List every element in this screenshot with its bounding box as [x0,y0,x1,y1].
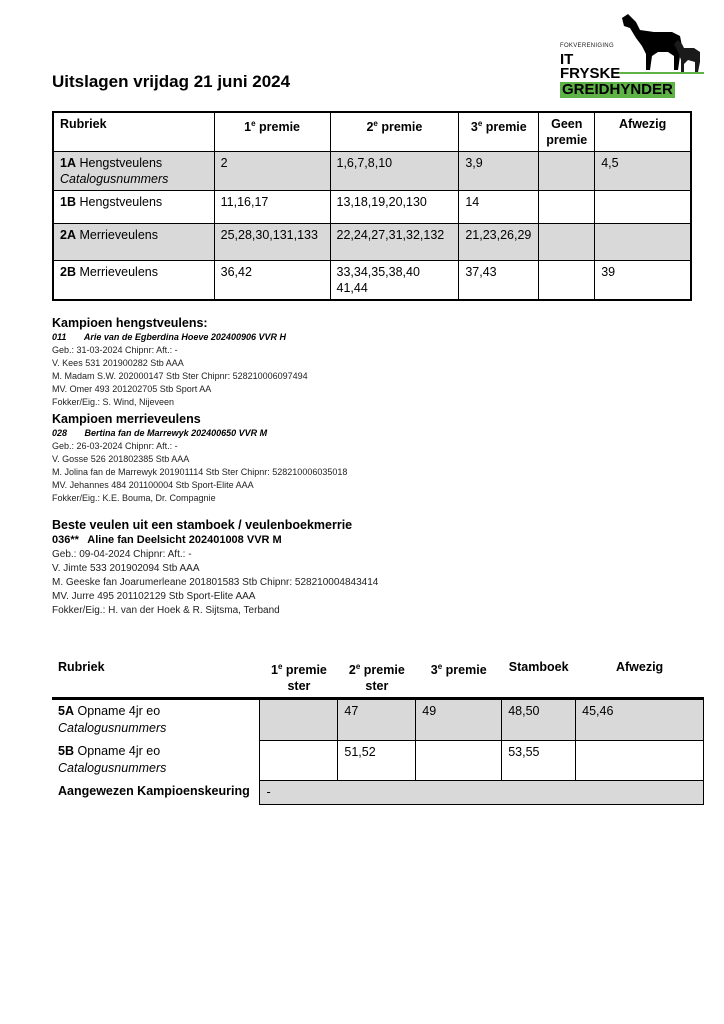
breeder-line: Fokker/Eig.: S. Wind, Nijeveen [52,397,175,407]
table-row [53,152,691,191]
champion-heading: Kampioen hengstveulens: [52,316,208,330]
damsire-line: MV. Jurre 495 201102129 Stb Sport-Elite AAA [52,591,256,602]
table-row [53,191,691,224]
table-row [53,224,691,261]
breeder-line: Fokker/Eig.: H. van der Hoek & R. Sijtsma, Terband [52,605,280,616]
dam-line: M. Jolina fan de Marrewyk 201901114 Stb Ster Chipnr: 528210006035018 [52,467,348,477]
p2-cell: 47 [338,699,416,741]
sire-line: V. Kees 531 201900282 Stb AAA [52,358,184,368]
p1-cell: 2 [214,152,330,191]
table-row [52,699,704,741]
rubriek-sub: Catalogusnummers [58,761,167,776]
damsire-line: MV. Omer 493 201202705 Stb Sport AA [52,384,212,394]
header-afwezig: Afwezig [576,656,704,699]
rubriek-name: Hengstveulens [79,156,163,170]
p2-cell: 22,24,27,31,32,132 [330,224,459,261]
damsire-line: MV. Jehannes 484 201100004 Stb Sport-Elite AAA [52,480,254,490]
logo-line1: IT [560,51,574,68]
afwezig-cell: 4,5 [595,152,691,191]
kampioenskeuring-label: Aangewezen Kampioenskeuring [52,780,260,804]
rubriek-name: Hengstveulens [79,195,163,209]
results-table-2 [52,656,704,805]
champion-title-line [52,427,347,440]
header-premie-2-ster: 2e premie ster [338,656,416,699]
champion-stallion-block [52,316,308,409]
table-header-row [53,112,691,152]
rubriek-name: Merrieveulens [79,228,158,242]
results-table-1 [52,111,692,301]
header-rubriek: Rubriek [52,656,260,699]
sire-line: V. Gosse 526 201802385 Stb AAA [52,454,190,464]
p2-cell: 1,6,7,8,10 [330,152,459,191]
catalog-number: 011 [52,332,67,342]
breeder-line: Fokker/Eig.: K.E. Bouma, Dr. Compagnie [52,493,216,503]
header-premie-2: 2e premie [330,112,459,152]
p1-cell: 25,28,30,131,133 [214,224,330,261]
champion-mare-block [52,412,347,505]
birth-line: Geb.: 26-03-2024 Chipnr: Aft.: - [52,441,178,451]
p1-cell [260,740,338,780]
champion-heading: Beste veulen uit een stamboek / veulenboekmerrie [52,518,353,532]
geen-cell [539,261,595,301]
catalog-number: 028 [52,428,68,438]
p2-cell [330,261,459,301]
rubriek-code: 2A [60,228,76,242]
kampioenskeuring-value: - [260,780,704,804]
rubriek-cell [53,261,214,301]
logo-line2: FRYSKE [560,65,621,82]
p1-cell: 11,16,17 [214,191,330,224]
p1-cell: 36,42 [214,261,330,301]
header-afwezig: Afwezig [595,112,691,152]
best-foal-block [52,518,378,618]
p3-cell: 3,9 [459,152,539,191]
horse-logo-icon [614,12,704,74]
rubriek-cell [53,152,214,191]
sire-line: V. Jimte 533 201902094 Stb AAA [52,563,200,574]
rubriek-sub: Catalogusnummers [58,721,167,736]
header-rubriek: Rubriek [53,112,214,152]
horse-name: Bertina fan de Marrewyk 202400650 VVR M [84,428,268,438]
rubriek-cell [52,740,260,780]
afwezig-cell: 45,46 [576,699,704,741]
logo-line3: GREIDHYNDER [562,81,673,98]
champion-title-line [52,331,308,344]
rubriek-code: 2B [60,265,76,279]
p3-cell: 49 [416,699,502,741]
p2-cell: 51,52 [338,740,416,780]
rubriek-sub: Catalogusnummers [60,172,169,186]
p1-cell [260,699,338,741]
geen-cell [539,152,595,191]
header-premie-1-ster: 1e premie ster [260,656,338,699]
afwezig-cell [576,740,704,780]
birth-line: Geb.: 31-03-2024 Chipnr: Aft.: - [52,345,178,355]
p3-cell: 14 [459,191,539,224]
rubriek-code: 5A [58,704,74,719]
header-premie-3: 3e premie [416,656,502,699]
table-footer-row [52,780,704,804]
table-row [53,261,691,301]
geen-cell [539,191,595,224]
p2-cell: 13,18,19,20,130 [330,191,459,224]
p3-cell: 21,23,26,29 [459,224,539,261]
p2-value-extra: 41,44 [336,281,368,295]
table-row [52,740,704,780]
geen-cell [539,224,595,261]
header-premie-1: 1e premie [214,112,330,152]
rubriek-code: 1A [60,156,76,170]
header-stamboek: Stamboek [502,656,576,699]
afwezig-cell [595,191,691,224]
rubriek-name: Merrieveulens [79,265,158,279]
p3-cell: 37,43 [459,261,539,301]
header-premie-3: 3e premie [459,112,539,152]
horse-name: Aline fan Deelsicht 202401008 VVR M [87,534,282,546]
rubriek-code: 1B [60,195,76,209]
rubriek-cell [53,224,214,261]
logo-small-text: FOKVERENIGING [560,43,614,49]
rubriek-name: Opname 4jr eo [77,744,161,759]
afwezig-cell: 39 [595,261,691,301]
afwezig-cell [595,224,691,261]
champion-title-line [52,533,378,548]
table-header-row [52,656,704,699]
page-title: Uitslagen vrijdag 21 juni 2024 [52,72,291,91]
logo [560,12,710,102]
horse-name: Arie van de Egberdina Hoeve 202400906 VVR H [83,332,286,342]
stamboek-cell: 53,55 [502,740,576,780]
rubriek-code: 5B [58,744,74,759]
catalog-number: 036** [52,534,79,546]
champion-heading: Kampioen merrieveulens [52,412,201,426]
p2-value: 33,34,35,38,40 [336,265,420,279]
p3-cell [416,740,502,780]
birth-line: Geb.: 09-04-2024 Chipnr: Aft.: - [52,549,192,560]
dam-line: M. Geeske fan Joarumerleane 201801583 Stb Chipnr: 528210004843414 [52,577,379,588]
rubriek-cell [52,699,260,741]
dam-line: M. Madam S.W. 202000147 Stb Ster Chipnr: 528210006097494 [52,371,308,381]
rubriek-name: Opname 4jr eo [77,704,161,719]
header-geen-premie: Geen premie [539,112,595,152]
rubriek-cell [53,191,214,224]
stamboek-cell: 48,50 [502,699,576,741]
